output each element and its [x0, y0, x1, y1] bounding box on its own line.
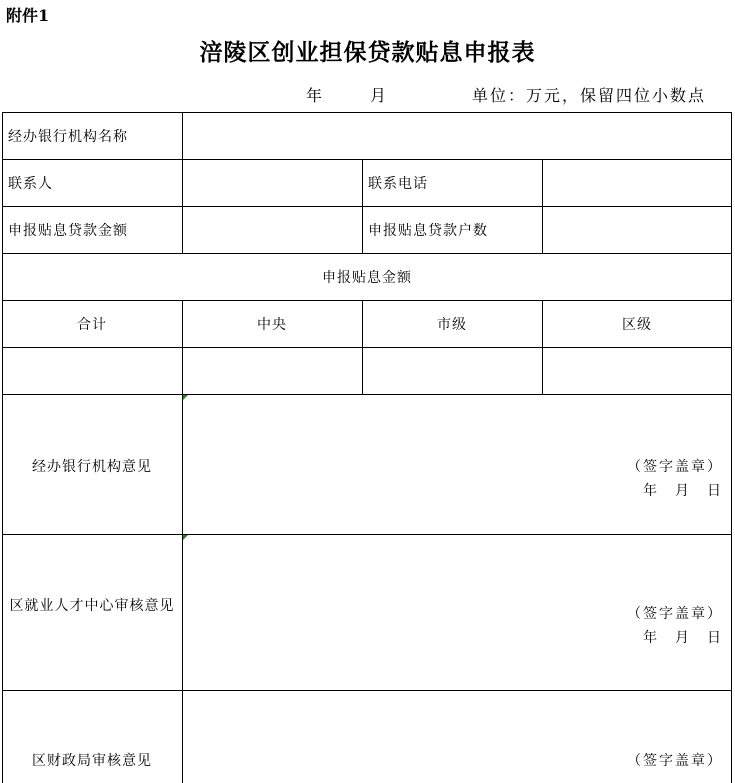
contact-label: 联系人 [8, 176, 53, 192]
household-count-label: 申报贴息贷款户数 [368, 223, 488, 239]
bank-signature-date: 年 月 日 [643, 483, 723, 499]
unit-note: 单位：万元，保留四位小数点 [472, 86, 707, 105]
employment-center-signature-date: 年 月 日 [643, 630, 723, 646]
column-municipal: 市级 [437, 317, 467, 333]
household-count-field[interactable] [552, 212, 722, 248]
bank-name-field[interactable] [192, 118, 722, 154]
month-label: 月 [370, 86, 387, 105]
cell-corner-marker [183, 395, 188, 400]
loan-amount-field[interactable] [192, 212, 352, 248]
bank-opinion-label: 经办银行机构意见 [32, 459, 152, 475]
contact-field[interactable] [192, 165, 352, 201]
column-total: 合计 [77, 317, 107, 333]
loan-amount-label: 申报贴息贷款金额 [8, 223, 128, 239]
attachment-label: 附件1 [6, 6, 50, 25]
cell-corner-marker [183, 535, 188, 540]
subsidy-section-label: 申报贴息金额 [322, 270, 412, 286]
bank-name-label: 经办银行机构名称 [8, 129, 128, 145]
column-central: 中央 [257, 317, 287, 333]
central-amount-field[interactable] [188, 353, 356, 389]
district-amount-field[interactable] [548, 353, 726, 389]
total-amount-field[interactable] [8, 353, 176, 389]
municipal-amount-field[interactable] [368, 353, 536, 389]
bank-signature-note: （签字盖章） [627, 459, 723, 475]
finance-bureau-signature-note: （签字盖章） [627, 753, 723, 769]
phone-label: 联系电话 [368, 176, 428, 192]
finance-bureau-opinion-label: 区财政局审核意见 [32, 753, 152, 769]
employment-center-opinion-label: 区就业人才中心审核意见 [9, 598, 175, 614]
employment-center-signature-note: （签字盖章） [627, 606, 723, 622]
year-label: 年 [306, 86, 323, 105]
phone-field[interactable] [552, 165, 722, 201]
form-title: 涪陵区创业担保贷款贴息申报表 [199, 39, 536, 66]
column-district: 区级 [622, 317, 652, 333]
